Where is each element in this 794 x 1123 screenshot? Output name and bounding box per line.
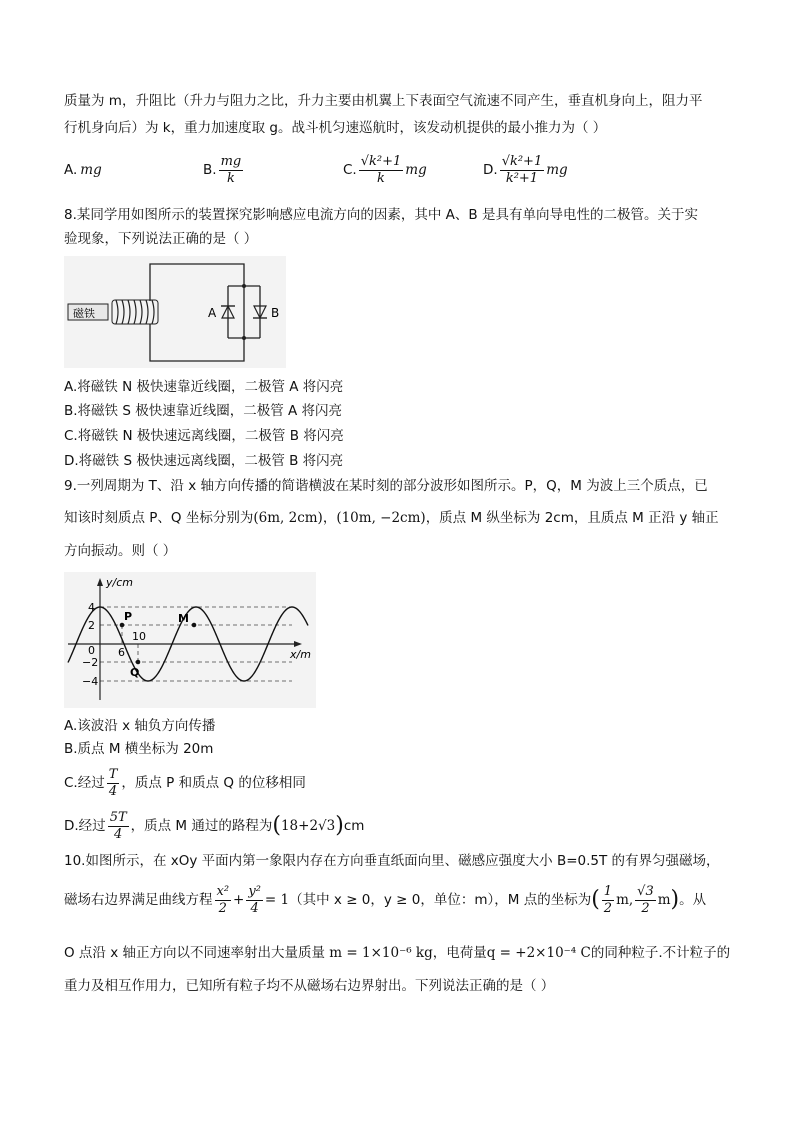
q7-option-a: A. mg: [64, 162, 102, 178]
x-tick: 6: [118, 646, 125, 659]
q9-line1: 9.一列周期为 T、沿 x 轴方向传播的简谐横波在某时刻的部分波形如图所示。P，Q，M 为波上三个质点，已: [64, 478, 708, 494]
path-value: 18+2√3: [280, 818, 336, 834]
diode-b-label: B: [271, 306, 280, 320]
q9-wave-figure: [64, 572, 316, 708]
q8-option-a: A.将磁铁 N 极快速靠近线圈，二极管 A 将闪亮: [64, 379, 344, 395]
mass-value: m = 1×10⁻⁶ kg: [329, 945, 433, 961]
fraction: $\frac{\text{√k²+1}}{\text{k²+1}}$: [501, 153, 543, 186]
q9-option-b: B.质点 M 横坐标为 20m: [64, 741, 214, 757]
q7-option-b: B. $\frac{mg}{k}$: [203, 153, 242, 186]
q10-line2: 磁场右边界满足曲线方程 $\frac{\text{x²}}{2}$ + $\frac{\text{y²}}{4}$ = 1 （其中 x ≥ 0，y ≥ 0，单位：m），M 点的坐标为 ( $\frac{1}{2}$ m, $\frac{√3}{2}$ m ) 。从: [64, 883, 707, 916]
coord-p: (6m, 2cm): [253, 510, 323, 526]
q7-option-d: D. $\frac{\text{√k²+1}}{\text{k²+1}}$ mg: [483, 153, 568, 186]
diode-a-label: A: [208, 306, 217, 320]
q8-line1: 8.某同学用如图所示的装置探究影响感应电流方向的因素，其中 A、B 是具有单向导电性的二极管。关于实: [64, 207, 698, 223]
y-tick: 2: [88, 619, 95, 632]
y-tick: −2: [82, 656, 99, 669]
svg-text:M: M: [178, 612, 189, 625]
svg-text:P: P: [124, 610, 133, 623]
q8-line2: 验现象，下列说法正确的是（ ）: [64, 231, 258, 247]
charge-value: q = +2×10⁻⁴ C: [486, 945, 591, 961]
y-tick: 4: [88, 601, 95, 614]
y-tick: 0: [88, 644, 95, 657]
fraction: $\frac{mg}{k}$: [220, 153, 242, 186]
y-tick: −4: [82, 675, 99, 688]
q9-option-d: D.经过 $\frac{5T}{4}$ ，质点 M 通过的路程为 ( 18+2√3 ) cm: [64, 809, 365, 842]
x-tick: 10: [132, 630, 146, 643]
coord-q: (10m, −2cm): [336, 510, 426, 526]
q7-option-c: C. $\frac{\text{√k²+1}}{k}$ mg: [343, 153, 427, 186]
q9-line2: 知该时刻质点 P、Q 坐标分别为(6m, 2cm)，(10m, −2cm)，质点 M 纵坐标为 2cm，且质点 M 正沿 y 轴正: [64, 510, 719, 526]
q8-option-c: C.将磁铁 N 极快速远离线圈，二极管 B 将闪亮: [64, 428, 344, 444]
q9-option-a: A.该波沿 x 轴负方向传播: [64, 718, 216, 734]
svg-text:Q: Q: [130, 666, 140, 679]
fraction: $\frac{5T}{4}$: [109, 809, 127, 842]
q7-line1: 质量为 m，升阻比（升力与阻力之比，升力主要由机翼上下表面空气流速不同产生，垂直机身向上，阻力平: [64, 93, 703, 109]
q9-line3: 方向振动。则（ ）: [64, 543, 177, 559]
fraction: $\frac{T}{4}$: [108, 766, 118, 799]
fraction: $\frac{\text{√k²+1}}{k}$: [360, 153, 402, 186]
q8-option-d: D.将磁铁 S 极快速远离线圈，二极管 B 将闪亮: [64, 453, 344, 469]
q7-line2: 行机身向后）为 k，重力加速度取 g。战斗机匀速巡航时，该发动机提供的最小推力为（ ）: [64, 120, 607, 136]
y-axis-label: y/cm: [106, 576, 133, 589]
magnet-label: 磁铁: [73, 307, 95, 320]
q10-line4: 重力及相互作用力，已知所有粒子均不从磁场右边界射出。下列说法正确的是（ ）: [64, 978, 555, 994]
point-p: [120, 623, 125, 628]
x-axis-label: x/m: [290, 648, 311, 661]
q9-option-c: C.经过 $\frac{T}{4}$ ，质点 P 和质点 Q 的位移相同: [64, 766, 306, 799]
point-q: [136, 660, 141, 665]
q8-circuit-figure: [64, 256, 286, 368]
point-m: [192, 623, 197, 628]
q8-option-b: B.将磁铁 S 极快速靠近线圈，二极管 A 将闪亮: [64, 403, 343, 419]
q10-line1: 10.如图所示，在 xOy 平面内第一象限内存在方向垂直纸面向里、磁感应强度大小 B=0.5T 的有界匀强磁场，: [64, 853, 720, 869]
q10-line3: O 点沿 x 轴正方向以不同速率射出大量质量 m = 1×10⁻⁶ kg，电荷量q = +2×10⁻⁴ C的同种粒子.不计粒子的: [64, 945, 731, 961]
